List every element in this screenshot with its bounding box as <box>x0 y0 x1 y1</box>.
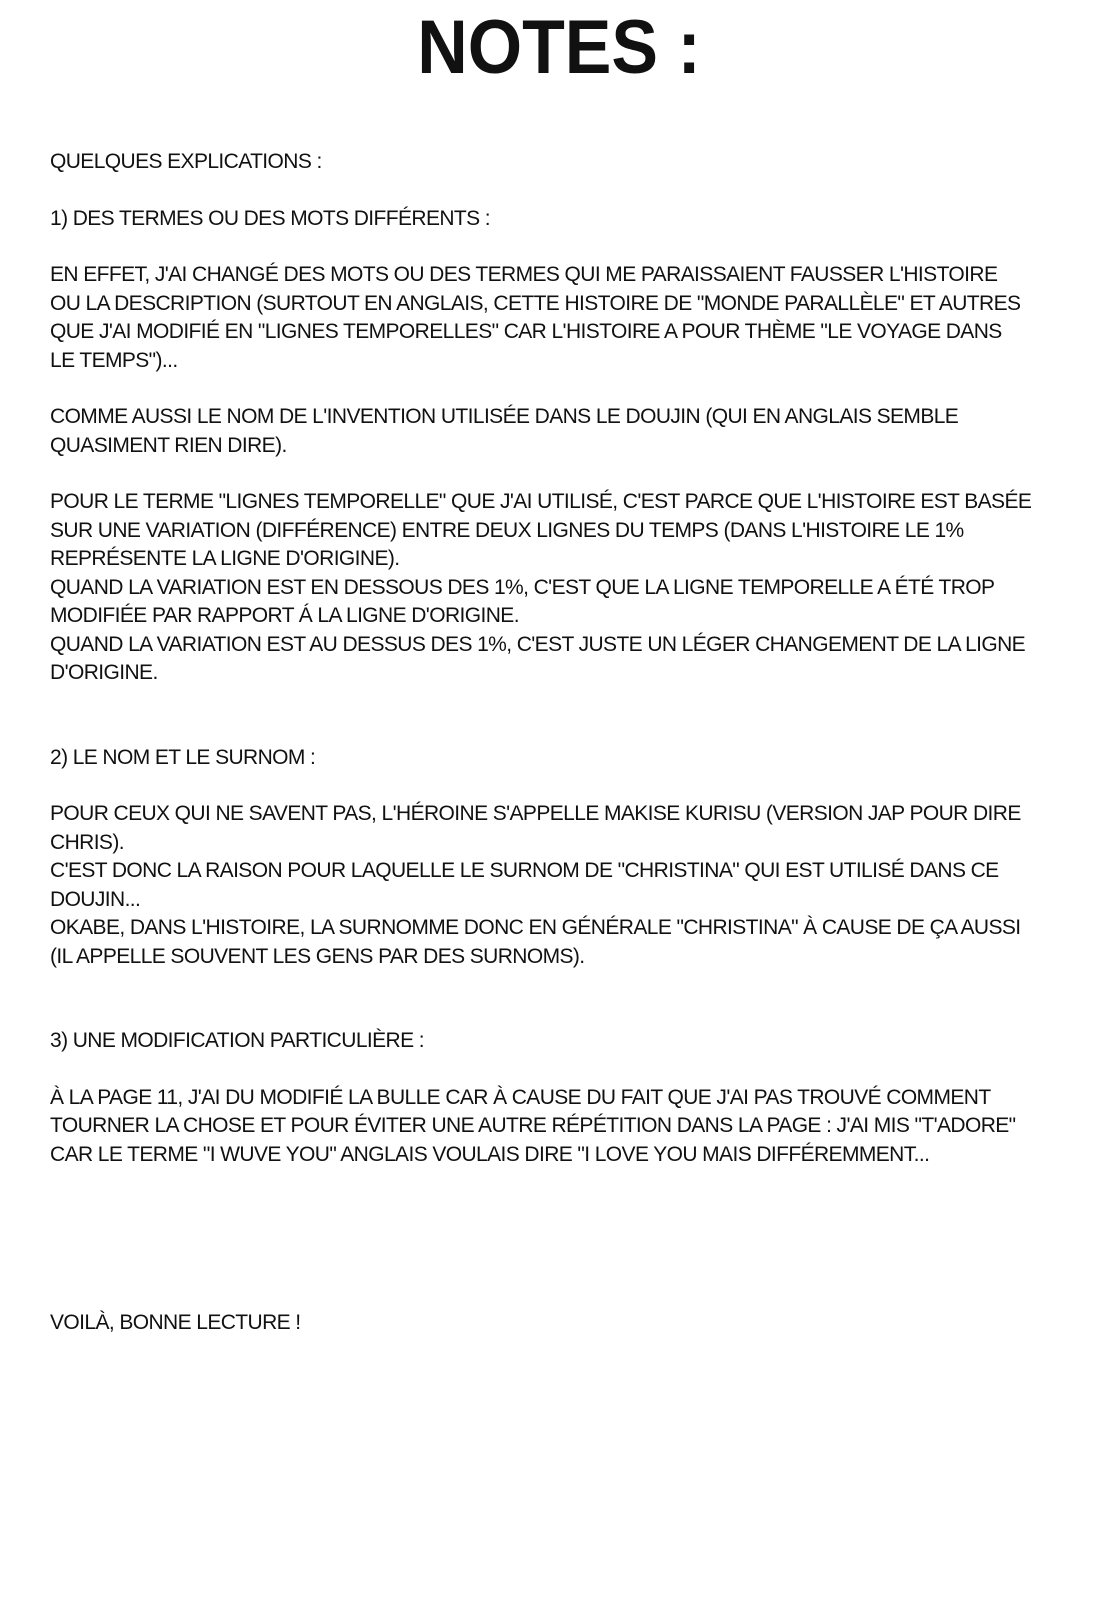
section-2-paragraph-1: POUR CEUX QUI NE SAVENT PAS, L'HÉROINE S'APPELLE MAKISE KURISU (VERSION JAP POUR DIRE CHRIS). C'EST DONC LA RAISON POUR LAQUELLE LE SURNOM DE "CHRISTINA" QUI EST UTILISÉ DANS CE DOUJIN... OKABE, DANS L'HISTOIRE, LA SURNOMME DONC EN GÉNÉRALE "CHRISTINA" À CAUSE DE ÇA AUSSI (IL APPELLE SOUVENT LES GENS PAR DES SURNOMS). <box>50 802 1021 968</box>
spacer <box>50 177 1050 205</box>
spacer <box>50 460 1050 488</box>
closing-line: VOILÀ, BONNE LECTURE ! <box>50 1311 301 1334</box>
spacer <box>50 1169 1050 1309</box>
section-1-heading: 1) DES TERMES OU DES MOTS DIFFÉRENTS : <box>50 206 491 230</box>
spacer <box>50 233 1050 261</box>
spacer <box>50 1056 1050 1084</box>
section-3-paragraph-1: À LA PAGE 11, J'AI DU MODIFIÉ LA BULLE CAR À CAUSE DU FAIT QUE J'AI PAS TROUVÉ COMMENT TOURNER LA CHOSE ET POUR ÉVITER UNE AUTRE RÉPÉTITION DANS LA PAGE : J'AI MIS "T'ADORE" CAR LE TERME "I WUVE YOU" ANGLAIS VOULAIS DIRE "I LOVE YOU MAIS DIFFÉREMMENT... <box>50 1085 1016 1166</box>
section-1-paragraph-3: POUR LE TERME "LIGNES TEMPORELLE" QUE J'AI UTILISÉ, C'EST PARCE QUE L'HISTOIRE EST BASÉE SUR UNE VARIATION (DIFFÉRENCE) ENTRE DEUX LIGNES DU TEMPS (DANS L'HISTOIRE LE 1% REPRÉSENTE LA LIGNE D'ORIGINE). QUAND LA VARIATION EST EN DESSOUS DES 1%, C'EST QUE LA LIGNE TEMPORELLE A ÉTÉ TROP MODIFIÉE PAR RAPPORT Á LA LIGNE D'ORIGINE. QUAND LA VARIATION EST AU DESSUS DES 1%, C'EST JUSTE UN LÉGER CHANGEMENT DE LA LIGNE D'ORIGINE. <box>50 490 1032 684</box>
section-1-paragraph-2: COMME AUSSI LE NOM DE L'INVENTION UTILISÉE DANS LE DOUJIN (QUI EN ANGLAIS SEMBLE QUASIMENT RIEN DIRE). <box>50 405 959 457</box>
page-title: NOTES : <box>417 5 701 90</box>
spacer <box>50 772 1050 800</box>
section-2-heading: 2) LE NOM ET LE SURNOM : <box>50 745 316 769</box>
section-1-paragraph-1: EN EFFET, J'AI CHANGÉ DES MOTS OU DES TERMES QUI ME PARAISSAIENT FAUSSER L'HISTOIRE OU LA DESCRIPTION (SURTOUT EN ANGLAIS, CETTE HISTOIRE DE "MONDE PARALLÈLE" ET AUTRES QUE J'AI MODIFIÉ EN "LIGNES TEMPORELLES" CAR L'HISTOIRE A POUR THÈME "LE VOYAGE DANS LE TEMPS")... <box>50 263 1021 372</box>
intro-line: QUELQUES EXPLICATIONS : <box>50 150 322 173</box>
spacer <box>50 375 1050 403</box>
section-3-heading: 3) UNE MODIFICATION PARTICULIÈRE : <box>50 1029 424 1052</box>
spacer <box>50 971 1050 1027</box>
notes-content <box>50 148 1050 1338</box>
spacer <box>50 688 1050 744</box>
